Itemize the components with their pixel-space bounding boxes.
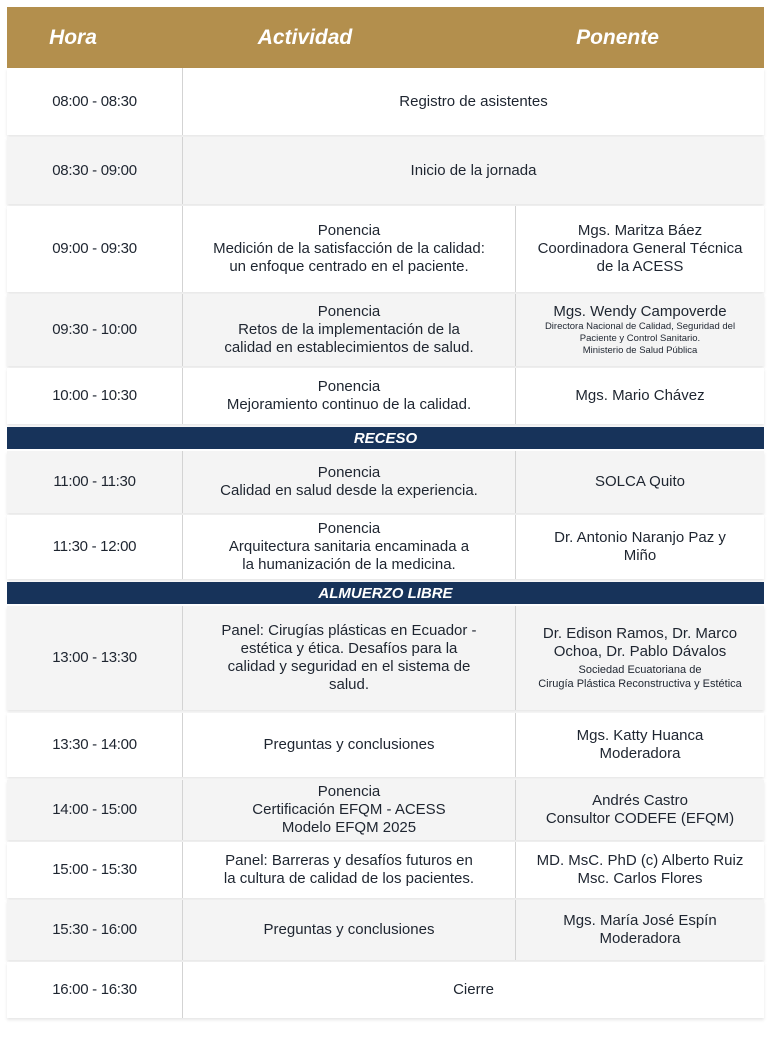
activity-cell bbox=[183, 368, 516, 424]
activity-cell bbox=[183, 294, 516, 366]
activity-cell bbox=[183, 780, 516, 840]
speaker-line: Mgs. María José Espín bbox=[563, 912, 717, 929]
table-row bbox=[7, 606, 764, 710]
activity-line: un enfoque centrado en el paciente. bbox=[229, 258, 469, 275]
activity-line: Medición de la satisfacción de la calidad: bbox=[213, 240, 485, 257]
activity-line: Preguntas y conclusiones bbox=[263, 921, 435, 938]
speaker-affiliation: Cirugía Plástica Reconstructiva y Estética bbox=[538, 678, 742, 690]
activity-cell bbox=[183, 842, 516, 898]
time-cell: 09:30 - 10:00 bbox=[7, 294, 183, 366]
table-row bbox=[7, 515, 764, 579]
table-row bbox=[7, 780, 764, 840]
speaker-line: Mgs. Mario Chávez bbox=[575, 387, 705, 404]
table-row bbox=[7, 962, 764, 1018]
time-cell: 14:00 - 15:00 bbox=[7, 780, 183, 840]
activity-line: Modelo EFQM 2025 bbox=[281, 819, 417, 836]
speaker-cell bbox=[516, 451, 764, 513]
activity-line: Calidad en salud desde la experiencia. bbox=[220, 482, 478, 499]
activity-line: Ponencia bbox=[317, 464, 381, 481]
speaker-line: Ochoa, Dr. Pablo Dávalos bbox=[553, 643, 727, 660]
activity-line: Ponencia bbox=[317, 378, 381, 395]
header-actividad: Actividad bbox=[257, 25, 353, 49]
table-row bbox=[7, 294, 764, 366]
table-row bbox=[7, 206, 764, 292]
activity-line: Ponencia bbox=[317, 303, 381, 320]
speaker-line: Consultor CODEFE (EFQM) bbox=[545, 810, 735, 827]
speaker-cell bbox=[516, 900, 764, 960]
table-row bbox=[7, 713, 764, 777]
speaker-line: Moderadora bbox=[599, 745, 681, 762]
speaker-affiliation: Directora Nacional de Calidad, Seguridad del bbox=[544, 321, 736, 332]
speaker-cell bbox=[516, 606, 764, 710]
activity-line: Arquitectura sanitaria encaminada a bbox=[228, 538, 470, 555]
speaker-line: Mgs. Wendy Campoverde bbox=[553, 303, 727, 320]
time-cell: 08:00 - 08:30 bbox=[7, 68, 183, 135]
speaker-affiliation: Paciente y Control Sanitario. bbox=[579, 333, 701, 344]
activity-line: Panel: Barreras y desafíos futuros en bbox=[225, 852, 473, 869]
speaker-affiliation: Sociedad Ecuatoriana de bbox=[578, 664, 702, 676]
activity-line: estética y ética. Desafíos para la bbox=[240, 640, 458, 657]
speaker-line: de la ACESS bbox=[596, 258, 684, 275]
time-cell: 15:00 - 15:30 bbox=[7, 842, 183, 898]
time-cell: 13:00 - 13:30 bbox=[7, 606, 183, 710]
activity-line: Panel: Cirugías plásticas en Ecuador - bbox=[221, 622, 477, 639]
table-row bbox=[7, 368, 764, 424]
time-cell: 15:30 - 16:00 bbox=[7, 900, 183, 960]
activity-cell bbox=[183, 900, 516, 960]
speaker-line: Miño bbox=[623, 547, 657, 564]
speaker-line: Andrés Castro bbox=[592, 792, 688, 809]
activity-cell bbox=[183, 713, 516, 777]
table-row bbox=[7, 900, 764, 960]
speaker-cell bbox=[516, 206, 764, 292]
activity-line: la humanización de la medicina. bbox=[242, 556, 456, 573]
activity-line: Ponencia bbox=[317, 783, 381, 800]
time-cell: 16:00 - 16:30 bbox=[7, 962, 183, 1018]
activity-cell: Cierre bbox=[453, 981, 494, 998]
speaker-cell bbox=[516, 713, 764, 777]
time-cell: 11:30 - 12:00 bbox=[7, 515, 183, 579]
speaker-cell bbox=[516, 842, 764, 898]
speaker-line: Dr. Edison Ramos, Dr. Marco bbox=[542, 625, 738, 642]
speaker-line: Moderadora bbox=[599, 930, 681, 947]
activity-line: salud. bbox=[328, 676, 370, 693]
activity-line: Retos de la implementación de la bbox=[238, 321, 460, 338]
speaker-cell bbox=[516, 780, 764, 840]
table-row bbox=[7, 842, 764, 898]
time-cell: 08:30 - 09:00 bbox=[7, 137, 183, 204]
table-header bbox=[7, 7, 764, 68]
activity-line: Ponencia bbox=[317, 222, 381, 239]
activity-line: calidad y seguridad en el sistema de bbox=[227, 658, 471, 675]
speaker-line: Mgs. Maritza Báez bbox=[577, 222, 703, 239]
speaker-affiliation: Ministerio de Salud Pública bbox=[582, 345, 698, 356]
table-row bbox=[7, 137, 764, 204]
activity-line: Ponencia bbox=[317, 520, 381, 537]
speaker-line: MD. MsC. PhD (c) Alberto Ruiz bbox=[536, 852, 744, 869]
activity-line: la cultura de calidad de los pacientes. bbox=[223, 870, 475, 887]
table-row bbox=[7, 451, 764, 513]
speaker-line: Mgs. Katty Huanca bbox=[576, 727, 704, 744]
speaker-line: Msc. Carlos Flores bbox=[577, 870, 703, 887]
activity-line: Preguntas y conclusiones bbox=[263, 736, 435, 753]
break-band: RECESO bbox=[7, 427, 764, 449]
speaker-cell bbox=[516, 294, 764, 366]
activity-cell bbox=[183, 206, 516, 292]
lunch-band: ALMUERZO LIBRE bbox=[7, 582, 764, 604]
header-ponente: Ponente bbox=[576, 25, 659, 49]
speaker-line: SOLCA Quito bbox=[594, 473, 686, 490]
activity-cell bbox=[183, 606, 516, 710]
activity-cell: Registro de asistentes bbox=[399, 92, 548, 110]
speaker-line: Coordinadora General Técnica bbox=[537, 240, 743, 257]
time-cell: 10:00 - 10:30 bbox=[7, 368, 183, 424]
table-row bbox=[7, 68, 764, 135]
activity-line: Certificación EFQM - ACESS bbox=[252, 801, 446, 818]
activity-line: calidad en establecimientos de salud. bbox=[224, 339, 474, 356]
activity-cell: Inicio de la jornada bbox=[410, 161, 537, 179]
time-cell: 13:30 - 14:00 bbox=[7, 713, 183, 777]
header-hora: Hora bbox=[49, 25, 97, 49]
activity-line: Mejoramiento continuo de la calidad. bbox=[226, 396, 472, 413]
speaker-cell bbox=[516, 368, 764, 424]
time-cell: 11:00 - 11:30 bbox=[7, 451, 183, 513]
activity-cell bbox=[183, 515, 516, 579]
time-cell: 09:00 - 09:30 bbox=[7, 206, 183, 292]
speaker-cell bbox=[516, 515, 764, 579]
activity-cell bbox=[183, 451, 516, 513]
speaker-line: Dr. Antonio Naranjo Paz y bbox=[554, 529, 726, 546]
